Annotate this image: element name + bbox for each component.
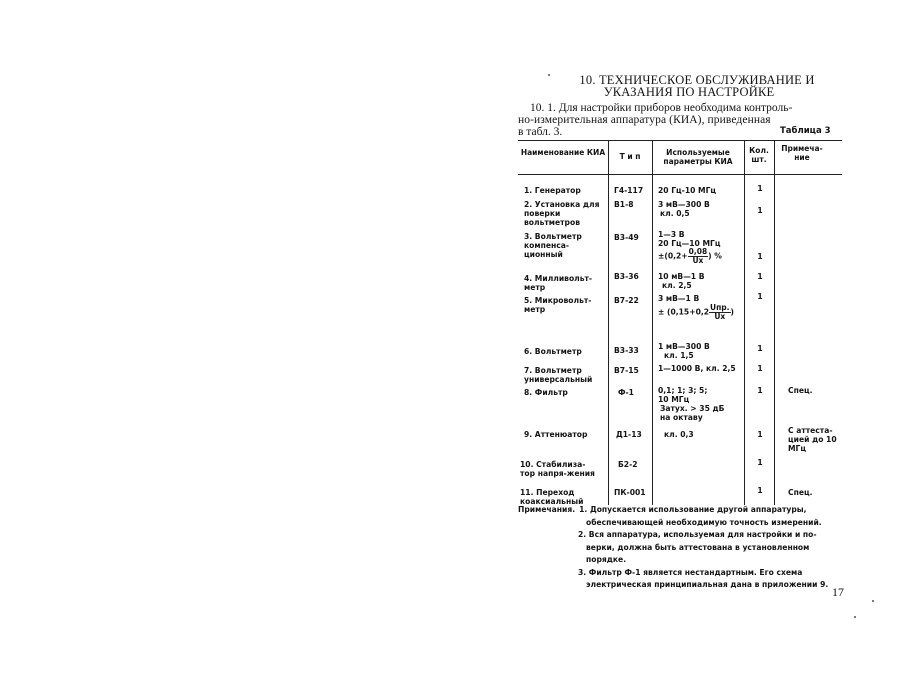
- row11-note: Спец.: [788, 488, 813, 497]
- row1-name: 1. Генератор: [524, 186, 581, 195]
- row4-param1: 10 мВ—1 В: [658, 272, 705, 281]
- intro-line1: 10. 1. Для настройки приборов необходима контроль-: [530, 102, 793, 114]
- row10-name: 10. Стабилиза-тор напря-жения: [520, 460, 595, 478]
- row10-qty: 1: [757, 458, 763, 467]
- row3-param1: 1—3 В: [658, 230, 685, 239]
- row11-qty: 1: [757, 486, 763, 495]
- page-number: 17: [832, 585, 844, 599]
- row10-type: Б2-2: [618, 460, 638, 469]
- row5-type: В7-22: [614, 296, 639, 305]
- row11-name: 11. Переход коаксиальный: [520, 488, 584, 506]
- row5-param1: 3 мВ—1 В: [658, 294, 700, 303]
- row8-param1: 0,1; 1; 3; 5;: [658, 386, 708, 395]
- row9-type: Д1-13: [616, 430, 642, 439]
- scan-speck: [548, 74, 550, 76]
- row1-qty: 1: [757, 184, 763, 193]
- row4-name: 4. Милливольт-метр: [524, 274, 593, 292]
- row9-name: 9. Аттенюатор: [524, 430, 588, 439]
- row6-type: В3-33: [614, 346, 639, 355]
- header-params: Используемые параметры КИА: [663, 148, 733, 166]
- note1-line2: обеспечивающей необходимую точность измерений.: [586, 517, 822, 527]
- row5-name: 5. Микровольт-метр: [524, 296, 592, 314]
- row8-param2: 10 МГц: [658, 395, 690, 404]
- row8-qty: 1: [757, 386, 763, 395]
- row7-name: 7. Вольтметр универсальный: [524, 366, 593, 384]
- row5-formula: ± (0,15+0,2 $\frac{\text{Uпр.}}{Ux}$ ): [658, 303, 735, 321]
- document-page: [518, 70, 848, 610]
- note2-line1: 2. Вся аппаратура, используемая для настройки и по-: [578, 530, 817, 539]
- note3-line1: 3. Фильтр Ф-1 является нестандартным. Его схема: [578, 567, 803, 577]
- row6-param1: 1 мВ—300 В: [658, 342, 710, 351]
- row1-type: Г4-117: [614, 186, 644, 195]
- row8-param4: на октаву: [660, 413, 703, 422]
- row7-param1: 1—1000 В, кл. 2,5: [658, 364, 736, 373]
- row2-name: 2. Установка для поверки вольтметров: [524, 200, 600, 227]
- row2-type: В1-8: [614, 200, 634, 209]
- row3-param2: 20 Гц—10 МГц: [658, 239, 721, 248]
- row3-formula: ±(0,2+ $\frac{0,08}{Ux}$ ) %: [658, 247, 722, 265]
- note2-line2: верки, должна быть аттестована в установленном: [586, 542, 810, 552]
- row1-param1: 20 Гц-10 МГц: [658, 186, 717, 195]
- row5-qty: 1: [757, 292, 763, 301]
- header-qty: Кол. шт.: [749, 146, 769, 164]
- row2-param2: кл. 0,5: [660, 209, 690, 218]
- note3-line2: электрическая принципиальная дана в приложении 9.: [586, 580, 829, 589]
- row8-param3: Затух. > 35 дБ: [660, 404, 725, 413]
- row9-qty: 1: [757, 430, 763, 439]
- scan-speck: [872, 600, 874, 602]
- notes-title: Примечания.: [518, 505, 576, 514]
- header-note: Примеча-ние: [781, 144, 823, 162]
- note2-line3: порядке.: [586, 555, 627, 564]
- header-name: Наименование КИА: [520, 148, 606, 157]
- section-title-line2: УКАЗАНИЯ ПО НАСТРОЙКЕ: [603, 85, 775, 99]
- row6-name: 6. Вольтметр: [524, 347, 582, 356]
- row8-note: Спец.: [788, 386, 813, 395]
- row3-qty: 1: [757, 252, 763, 261]
- row3-name: 3. Вольтметр компенса-ционный: [524, 232, 582, 259]
- intro-line3: в табл. 3.: [518, 126, 563, 138]
- section-title-line1: 10. ТЕХНИЧЕСКОЕ ОБСЛУЖИВАНИЕ И: [579, 73, 815, 87]
- row6-qty: 1: [757, 344, 763, 353]
- row4-qty: 1: [757, 272, 763, 281]
- header-type: Т и п: [619, 152, 641, 161]
- row2-param1: 3 мВ—300 В: [658, 200, 710, 209]
- row4-type: В3-36: [614, 272, 639, 281]
- row11-type: ПК-001: [614, 488, 646, 497]
- row9-note: С аттеста-цией до 10 МГц: [788, 426, 837, 453]
- row8-name: 8. Фильтр: [524, 388, 568, 397]
- intro-line2: но-измерительная аппаратура (КИА), приведенная: [518, 114, 771, 126]
- row3-type: В3-49: [614, 233, 639, 242]
- notes-block: [518, 504, 807, 517]
- row4-param2: кл. 2,5: [662, 281, 692, 290]
- row7-qty: 1: [757, 364, 763, 373]
- row6-param2: кл. 1,5: [664, 351, 694, 360]
- table-caption: Таблица 3: [780, 126, 831, 136]
- scan-speck: [854, 616, 856, 618]
- row2-qty: 1: [757, 206, 763, 215]
- note1-line1: 1. Допускается использование другой аппаратуры,: [579, 505, 807, 514]
- row9-param1: кл. 0,3: [664, 430, 694, 439]
- row7-type: В7-15: [614, 366, 639, 375]
- row8-type: Ф-1: [618, 388, 634, 397]
